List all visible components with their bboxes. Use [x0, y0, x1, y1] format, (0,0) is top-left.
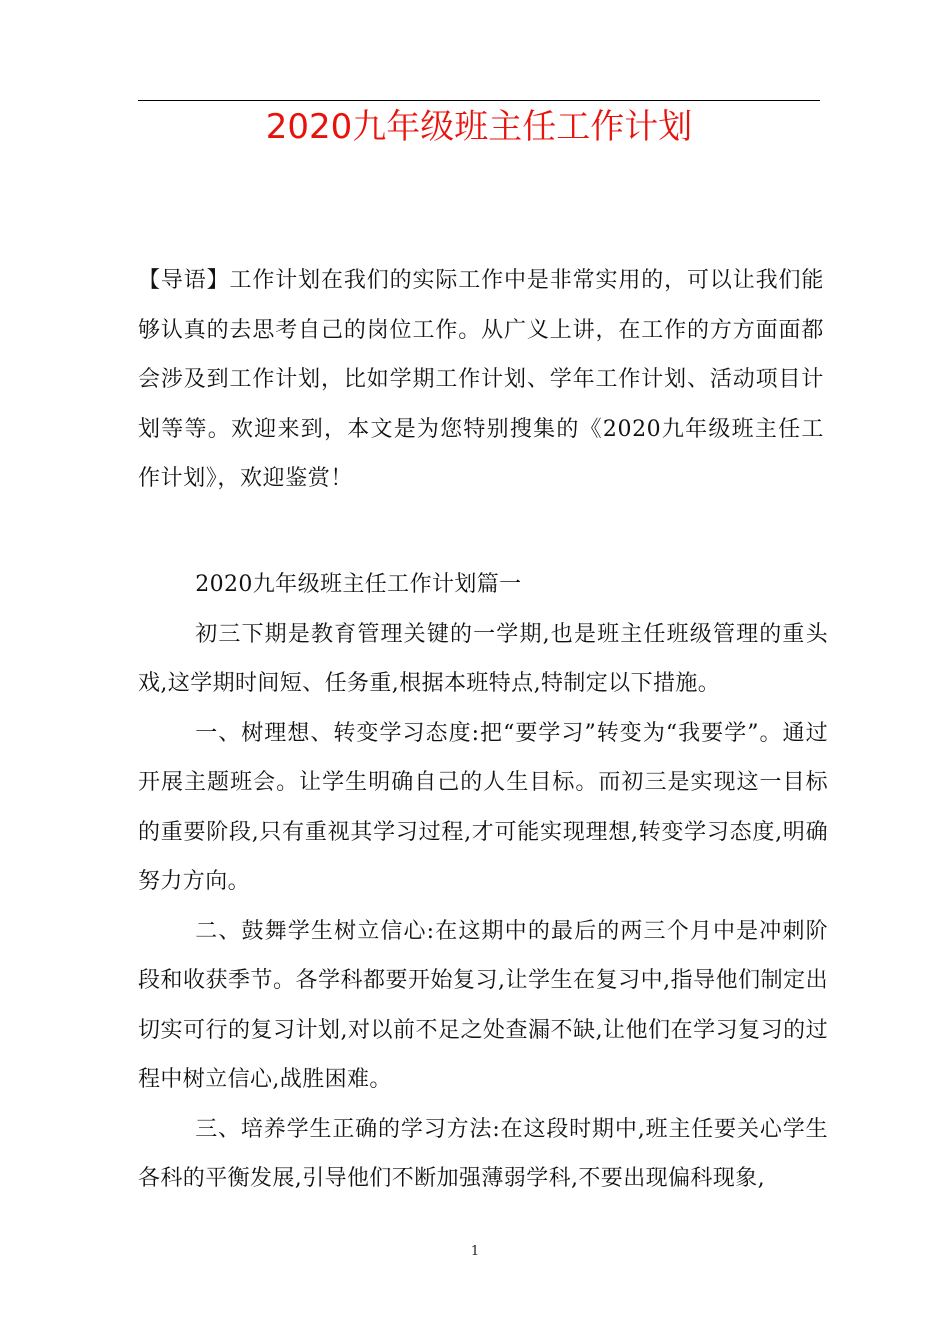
body-paragraph: 一、树理想、转变学习态度:把“要学习”转变为“我要学”。通过开展主题班会。让学生明确自己的人生目标。而初三是实现这一目标的重要阶段,只有重视其学习过程,才可能实现理想,转变学习态度,明确努力方向。: [138, 720, 828, 894]
page-number: 1: [470, 1244, 480, 1259]
section-heading: 2020九年级班主任工作计划篇一: [195, 572, 522, 597]
article-section: [138, 560, 828, 1204]
body-paragraph: 初三下期是教育管理关键的一学期,也是班主任班级管理的重头戏,这学期时间短、任务重,根据本班特点,特制定以下措施。: [138, 621, 828, 696]
document-title: 2020九年级班主任工作计划: [265, 107, 693, 147]
body-paragraph: 三、培养学生正确的学习方法:在这段时期中,班主任要关心学生各科的平衡发展,引导他们不断加强薄弱学科,不要出现偏科现象,: [138, 1116, 828, 1191]
header-rule: [138, 100, 820, 101]
intro-paragraph: 【导语】工作计划在我们的实际工作中是非常实用的，可以让我们能够认真的去思考自己的岗位工作。从广义上讲，在工作的方方面面都会涉及到工作计划，比如学期工作计划、学年工作计划、活动项目计划等等。欢迎来到，本文是为您特别搜集的《2020九年级班主任工作计划》，欢迎鉴赏！: [138, 268, 824, 491]
body-paragraph: 二、鼓舞学生树立信心:在这期中的最后的两三个月中是冲刺阶段和收获季节。各学科都要开始复习,让学生在复习中,指导他们制定出切实可行的复习计划,对以前不足之处查漏不缺,让他们在学习复习的过程中树立信心,战胜困难。: [138, 918, 828, 1092]
